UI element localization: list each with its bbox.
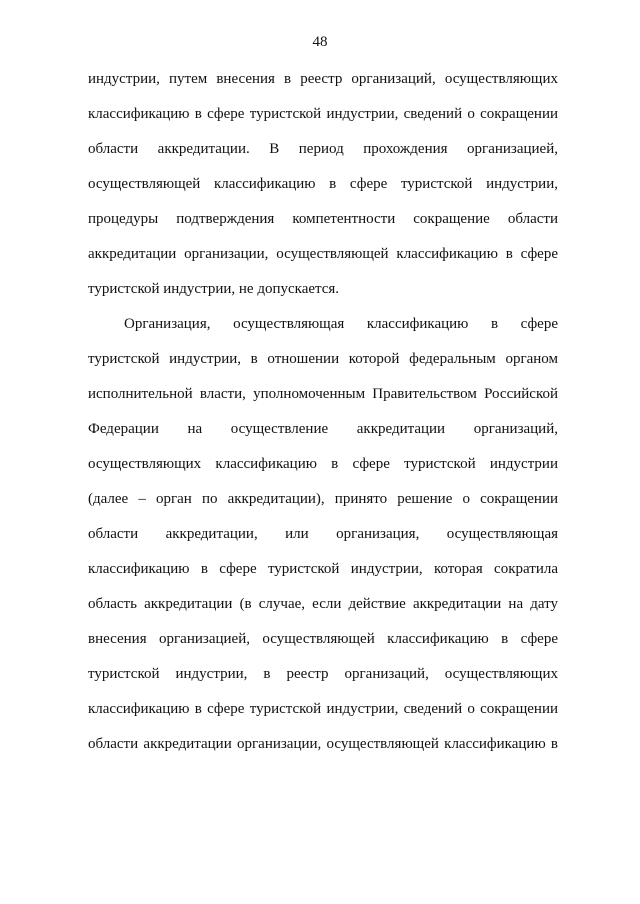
- text-line: (далее – орган по аккредитации), принято решение о сокращении: [88, 491, 558, 507]
- text-line: туристской индустрии, в отношении которой федеральным органом: [88, 351, 558, 367]
- page-number: 48: [312, 34, 328, 50]
- text-line: осуществляющих классификацию в сфере туристской индустрии: [88, 456, 558, 472]
- text-line: области аккредитации. В период прохождения организацией,: [88, 141, 558, 157]
- text-line: индустрии, путем внесения в реестр организаций, осуществляющих: [88, 71, 558, 87]
- text-line: классификацию в сфере туристской индустрии, которая сократила: [88, 561, 558, 577]
- text-line: процедуры подтверждения компетентности сокращение области: [88, 211, 558, 227]
- text-line: Организация, осуществляющая классификацию в сфере: [124, 316, 558, 332]
- text-line: внесения организацией, осуществляющей классификацию в сфере: [88, 631, 558, 647]
- text-line: классификацию в сфере туристской индустрии, сведений о сокращении: [88, 106, 558, 122]
- text-line: области аккредитации организации, осуществляющей классификацию в: [88, 736, 558, 752]
- text-line: область аккредитации (в случае, если действие аккредитации на дату: [88, 596, 558, 612]
- text-line: исполнительной власти, уполномоченным Правительством Российской: [88, 386, 558, 402]
- text-line: Федерации на осуществление аккредитации организаций,: [88, 421, 558, 437]
- text-line: осуществляющей классификацию в сфере туристской индустрии,: [88, 176, 558, 192]
- text-line: области аккредитации, или организация, осуществляющая: [88, 526, 558, 542]
- text-line: туристской индустрии, не допускается.: [88, 281, 340, 297]
- text-line: аккредитации организации, осуществляющей классификацию в сфере: [88, 246, 558, 262]
- text-line: классификацию в сфере туристской индустрии, сведений о сокращении: [88, 701, 558, 717]
- text-line: туристской индустрии, в реестр организаций, осуществляющих: [88, 666, 558, 682]
